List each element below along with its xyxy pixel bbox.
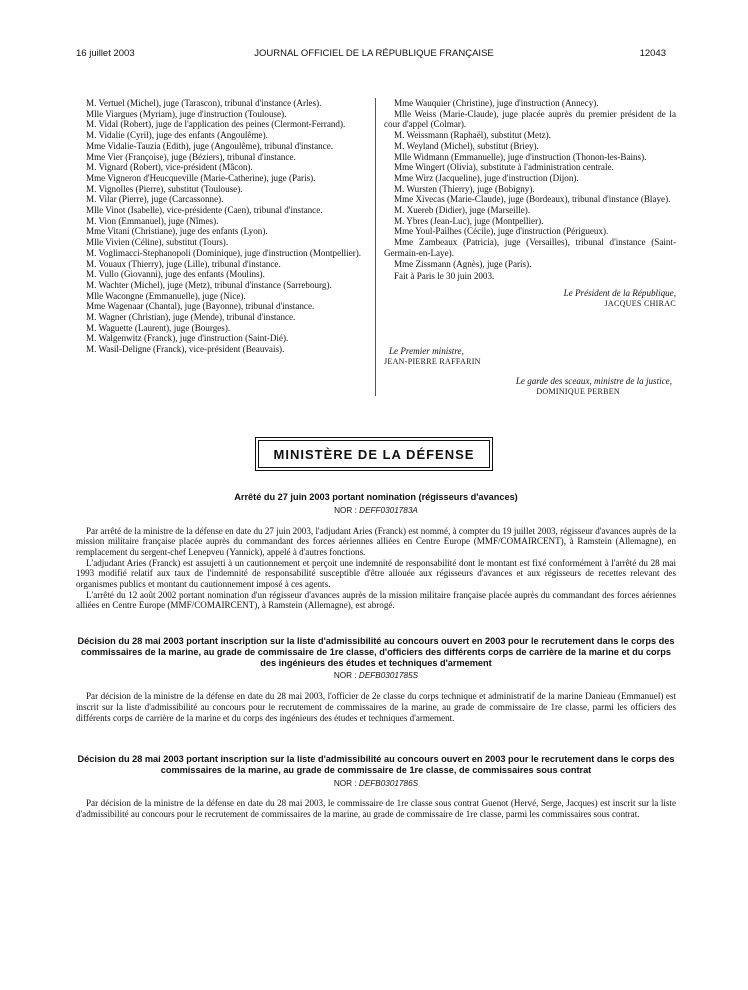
list-item: M. Vion (Emmanuel), juge (Nîmes). bbox=[86, 215, 219, 226]
president-signature bbox=[384, 288, 676, 309]
list-item: Mme Wauquier (Christine), juge d'instruction (Annecy). bbox=[394, 98, 599, 108]
nor-code: DEFB0301785S bbox=[358, 671, 419, 681]
prime-minister-name: JEAN-PIERRE RAFFARIN bbox=[384, 357, 481, 366]
justice-minister-role: Le garde des sceaux, ministre de la justice, bbox=[515, 376, 672, 386]
list-item: Mlle Vivien (Céline), substitut (Tours). bbox=[86, 237, 229, 248]
nor-label: NOR : bbox=[333, 671, 357, 681]
list-item: Mlle Weiss (Marie-Claude), juge placée auprès du premier président de la cour d'appel (Colmar). bbox=[384, 108, 676, 130]
list-item: Mme Youl-Pailhes (Cécile), juge d'instruction (Périgueux). bbox=[394, 226, 609, 237]
list-item: M. Ybres (Jean-Luc), juge (Montpellier). bbox=[394, 215, 544, 226]
section-title: Décision du 28 mai 2003 portant inscription sur la liste d'admissibilité au concours ouvert en 2003 pour le recrutement dans le corps des commissaires de la marine, au grade de commissaire de 1re classe, d'officiers des différents corps de carrière de la marine et du corps des ingénieurs des études et techniques d'armement bbox=[77, 636, 675, 668]
list-item: Mme Vier (Françoise), juge (Béziers), tribunal d'instance. bbox=[86, 151, 296, 162]
list-item: Mlle Vinot (Isabelle), vice-présidente (Caen), tribunal d'instance. bbox=[86, 205, 323, 216]
list-item: Mme Vigneron d'Heucqueville (Marie-Catherine), juge (Paris). bbox=[86, 172, 316, 183]
left-column bbox=[76, 98, 366, 355]
list-item: Mme Vitani (Christiane), juge des enfants (Lyon). bbox=[86, 226, 268, 237]
president-role: Le Président de la République, bbox=[563, 287, 676, 298]
list-item: M. Wursten (Thierry), juge (Bobigny). bbox=[394, 183, 535, 194]
list-item: M. Wachter (Michel), juge (Metz), tribunal d'instance (Sarrebourg). bbox=[86, 279, 332, 290]
column-divider bbox=[375, 98, 376, 396]
president-name: JACQUES CHIRAC bbox=[604, 298, 676, 308]
header-date: 16 juillet 2003 bbox=[76, 48, 135, 59]
list-item: M. Vilar (Pierre), juge (Carcassonne). bbox=[86, 194, 224, 205]
list-item: Mme Vidalie-Tauzia (Edith), juge (Angoulême), tribunal d'instance. bbox=[86, 140, 334, 151]
paragraph: Par arrêté de la ministre de la défense en date du 27 juin 2003, l'adjudant Aries (Franck) est nommé, à compter du 19 juillet 2003, régisseur d'avances auprès de la mission militaire française placée auprès du commandant des forces aériennes alliées en Centre Europe (MMF/COMAIRCENT), à Ramstein (Allemagne), en remplacement du sergent-chef Lenepveu (Yannick), appelé à d'autres fonctions. bbox=[76, 525, 676, 557]
paragraph: L'adjudant Aries (Franck) est assujetti à un cautionnement et perçoit une indemnité de responsabilité dont le montant est fixé conformément à l'arrêté du 28 mai 1993 modifié relatif aux taux de l'indemnité de responsabilité susceptible d'être allouée aux régisseurs d'avances et aux régisseurs de recettes relevant des organismes publics et montant du cautionnement imposé à ces agents. bbox=[76, 557, 676, 590]
list-item: M. Voglimacci-Stephanopoli (Dominique), juge d'instruction (Montpellier). bbox=[86, 247, 362, 258]
list-item: M. Weyland (Michel), substitut (Briey). bbox=[394, 140, 539, 151]
list-item: M. Xuereb (Didier), juge (Marseille). bbox=[394, 205, 531, 216]
ministry-heading-box bbox=[258, 440, 490, 468]
list-item: M. Vignolles (Pierre), substitut (Toulouse). bbox=[86, 183, 243, 194]
list-item: Mlle Wacongne (Emmanuelle), juge (Nice). bbox=[86, 290, 246, 301]
ministry-title: MINISTÈRE DE LA DÉFENSE bbox=[273, 446, 475, 462]
list-item: Mme Zambeaux (Patricia), juge (Versailles), tribunal d'instance (Saint-Germain-en-Laye). bbox=[384, 237, 676, 258]
section-title: Décision du 28 mai 2003 portant inscription sur la liste d'admissibilité au concours ouvert en 2003 pour le recrutement dans le corps des commissaires de la marine, au grade de commissaire de 1re classe, de commissaires sous contrat bbox=[77, 754, 675, 775]
list-item: Mme Zissmann (Agnès), juge (Paris). bbox=[394, 258, 532, 269]
paragraph: Par décision de la ministre de la défense en date du 28 mai 2003, le commissaire de 1re classe sous contrat Guenot (Hervé, Serge, Jacques) est inscrit sur la liste d'admissibilité au concours pour le recrutement de commissaires de la marine, au grade de commissaire de 1re classe, parmi les commissaires sous contrat. bbox=[76, 798, 676, 819]
nor-reference bbox=[76, 779, 676, 790]
nor-reference bbox=[76, 506, 676, 517]
nor-code: DEFB0301786S bbox=[358, 778, 419, 788]
paragraph: L'arrêté du 12 août 2002 portant nomination d'un régisseur d'avances auprès de la mission militaire française placée auprès du commandant des forces aériennes alliées en Centre Europe (MMF/COMAIRCENT), à Ramstein (Allemagne), est abrogé. bbox=[76, 589, 676, 611]
list-item: M. Vouaux (Thierry), juge (Lille), tribunal d'instance. bbox=[86, 258, 281, 269]
section-title: Arrêté du 27 juin 2003 portant nomination (régisseurs d'avances) bbox=[234, 492, 518, 502]
list-item: Mme Wirz (Jacqueline), juge d'instruction (Dijon). bbox=[394, 172, 579, 183]
paragraph: Par décision de la ministre de la défense en date du 28 mai 2003, l'officier de 2e classe du corps technique et administratif de la marine Danieau (Emmanuel) est inscrit sur la liste d'admissibilité au concours pour le recrutement de commissaires de la marine, au grade de commissaire de 1re classe, parmi les officiers des différents corps de carrière de la marine et du corps des ingénieurs des études et techniques d'armement. bbox=[76, 691, 676, 723]
list-item: M. Wagner (Christian), juge (Mende), tribunal d'instance. bbox=[86, 312, 296, 323]
list-item: M. Wasil-Deligne (Franck), vice-président (Beauvais). bbox=[86, 344, 285, 355]
list-item: Mlle Viargues (Myriam), juge d'instruction (Toulouse). bbox=[86, 108, 287, 119]
list-item: M. Waguette (Laurent), juge (Bourges). bbox=[86, 322, 231, 333]
header-journal-title: JOURNAL OFFICIEL DE LA RÉPUBLIQUE FRANÇAISE bbox=[254, 48, 494, 59]
list-item: Mme Xivecas (Marie-Claude), juge (Bordeaux), tribunal d'instance (Blaye). bbox=[394, 194, 671, 205]
section-decision-commissaires bbox=[76, 754, 676, 820]
list-item: Mlle Widmann (Emmanuelle), juge d'instruction (Thonon-les-Bains). bbox=[394, 151, 647, 162]
prime-minister-role: Le Premier ministre, bbox=[389, 346, 464, 356]
section-decision-officiers bbox=[76, 636, 676, 723]
list-item: Mme Wingert (Olivia), substitute à l'administration centrale. bbox=[394, 162, 614, 173]
list-item: M. Vullo (Giovanni), juge des enfants (Moulins). bbox=[86, 269, 265, 280]
signature-date: Fait à Paris le 30 juin 2003. bbox=[394, 271, 495, 282]
list-item: M. Vignard (Robert), vice-président (Mâcon). bbox=[86, 162, 253, 173]
justice-minister-name: DOMINIQUE PERBEN bbox=[536, 387, 620, 396]
list-item: M. Vidalie (Cyril), juge des enfants (Angoulême). bbox=[86, 130, 268, 141]
list-item: M. Vidal (Robert), juge de l'application des peines (Clermont-Ferrand). bbox=[86, 119, 346, 130]
list-item: M. Walgenwitz (Franck), juge d'instruction (Saint-Dié). bbox=[86, 333, 289, 344]
nor-label: NOR : bbox=[334, 505, 357, 515]
list-item: M. Vertuel (Michel), juge (Tarascon), tribunal d'instance (Arles). bbox=[86, 98, 322, 108]
right-column bbox=[384, 98, 676, 309]
nor-code: DEFF0301783A bbox=[359, 505, 418, 515]
header-page-number: 12043 bbox=[639, 48, 666, 59]
section-arrete-regisseurs bbox=[76, 492, 676, 611]
nor-label: NOR : bbox=[333, 778, 357, 788]
list-item: Mme Wagenaar (Chantal), juge (Bayonne), tribunal d'instance. bbox=[86, 301, 315, 312]
list-item: M. Weissmann (Raphaël), substitut (Metz). bbox=[394, 130, 551, 141]
nor-reference bbox=[76, 671, 676, 682]
